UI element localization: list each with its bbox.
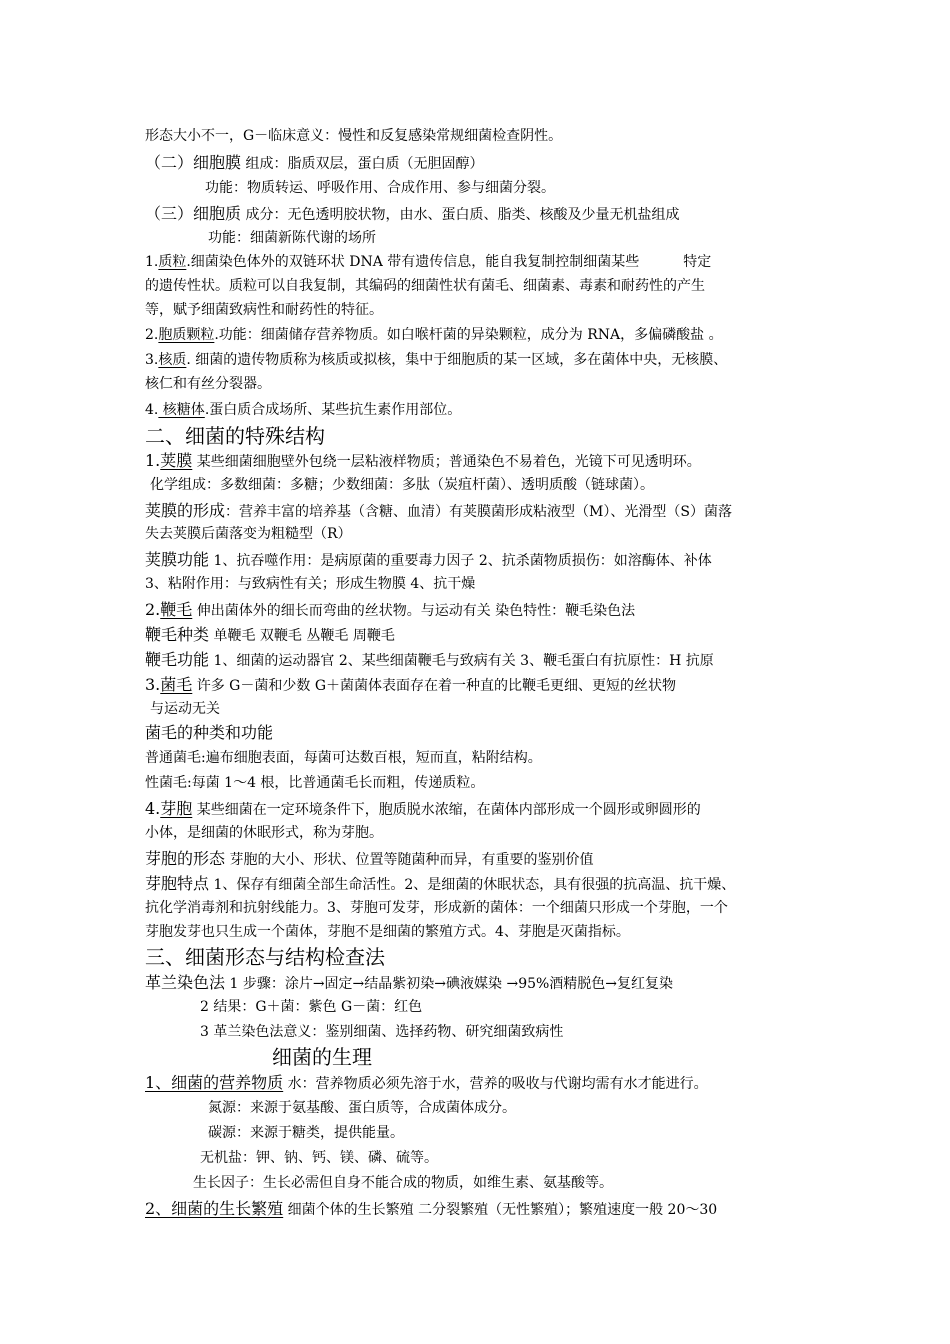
text-line: 3.菌毛 许多 G－菌和少数 G＋菌菌体表面存在着一种直的比鞭毛更细、更短的丝状物 (145, 675, 676, 694)
text-line: 芽胞发芽也只生成一个菌体，芽胞不是细菌的繁殖方式。4、芽胞是灭菌指标。 (145, 924, 630, 940)
subsection-title: （二）细胞膜 (145, 153, 242, 172)
text-line: 芽胞的形态 芽胞的大小、形状、位置等随菌种而异，有重要的鉴别价值 (145, 849, 594, 868)
text-line: 芽胞特点 1、保存有细菌全部生命活性。2、是细菌的休眠状态，具有很强的抗高温、抗干燥、 (145, 874, 736, 893)
text-line: 失去荚膜后菌落变为粗糙型（R） (145, 526, 352, 542)
section-heading: 二、细菌的特殊结构 (145, 424, 325, 448)
text-line: 2.鞭毛 伸出菌体外的细长而弯曲的丝状物。与运动有关 染色特性：鞭毛染色法 (145, 600, 636, 619)
text-line: 荚膜的形成：营养丰富的培养基（含糖、血清）有荚膜菌形成粘液型（M）、光滑型（S）菌落 (145, 501, 732, 520)
term-granules: 胞质颗粒 (158, 327, 215, 343)
section-cytoplasm: （三）细胞质 成分：无色透明胶状物，由水、蛋白质、脂类、核酸及少量无机盐组成 (145, 204, 680, 223)
text-line: 核仁和有丝分裂器。 (145, 376, 271, 392)
text-line: 荚膜功能 1、抗吞噬作用：是病原菌的重要毒力因子 2、抗杀菌物质损伤：如溶酶体、补体 (145, 550, 712, 569)
term-ribosome: 核糖体 (158, 402, 205, 418)
text-line: 等，赋予细菌致病性和耐药性的特征。 (145, 302, 383, 318)
text-line: 功能：细菌新陈代谢的场所 (208, 230, 376, 246)
text-line: 1.质粒.细菌染色体外的双链环状 DNA 带有遗传信息，能自我复制控制细菌某些 特定 (145, 254, 712, 270)
text-line: 3.核质. 细菌的遗传物质称为核质或拟核，集中于细胞质的某一区域，多在菌体中央，无核膜、 (145, 352, 728, 368)
term-flagellum: 鞭毛 (160, 600, 193, 619)
subsection-title: （三）细胞质 (145, 204, 242, 223)
text-line: 的遗传性状。质粒可以自我复制，其编码的细菌性状有菌毛、细菌素、毒素和耐药性的产生 (145, 278, 705, 294)
text-line: 与运动无关 (150, 701, 220, 717)
text-line: 1.荚膜 某些细菌细胞壁外包绕一层粘液样物质；普通染色不易着色，光镜下可见透明环。 (145, 451, 701, 470)
text-line: 鞭毛功能 1、细菌的运动器官 2、某些细菌鞭毛与致病有关 3、鞭毛蛋白有抗原性：H 抗原 (145, 650, 714, 669)
text-line: 3、粘附作用：与致病性有关；形成生物膜 4、抗干燥 (145, 576, 476, 592)
section-heading: 三、细菌形态与结构检查法 (145, 945, 385, 969)
section-cell-membrane: （二）细胞膜 组成：脂质双层，蛋白质（无胆固醇） (145, 153, 484, 172)
text-line: 无机盐：钾、钠、钙、镁、磷、硫等。 (200, 1150, 438, 1166)
text-line: 鞭毛种类 单鞭毛 双鞭毛 丛鞭毛 周鞭毛 (145, 625, 395, 644)
text-line: 化学组成：多数细菌：多糖；少数细菌：多肽（炭疽杆菌）、透明质酸（链球菌）。 (150, 477, 654, 493)
text-line: 形态大小不一，G－临床意义：慢性和反复感染常规细菌检查阴性。 (145, 128, 563, 144)
text-line: 性菌毛:每菌 1～4 根，比普通菌毛长而粗，传递质粒。 (145, 775, 485, 791)
chapter-heading: 细菌的生理 (272, 1045, 372, 1069)
term-capsule: 荚膜 (160, 451, 193, 470)
text-line: 2.胞质颗粒.功能：细菌储存营养物质。如白喉杆菌的异染颗粒，成分为 RNA，多偏磷酸盐 。 (145, 327, 723, 343)
term-nucleoid: 核质 (158, 352, 187, 368)
text-line: 抗化学消毒剂和抗射线能力。3、芽胞可发芽，形成新的菌体：一个细菌只形成一个芽胞，一个 (145, 900, 728, 916)
term-plasmid: 质粒 (158, 254, 187, 270)
text-line: 氮源：来源于氨基酸、蛋白质等，合成菌体成分。 (208, 1100, 516, 1116)
text-line: 革兰染色法 1 步骤：涂片→固定→结晶紫初染→碘液媒染 →95%酒精脱色→复红复染 (145, 973, 674, 992)
text-line: 碳源：来源于糖类，提供能量。 (208, 1125, 404, 1141)
text-line: 4. 核糖体.蛋白质合成场所、某些抗生素作用部位。 (145, 402, 462, 418)
term-growth: 2、细菌的生长繁殖 (145, 1199, 284, 1218)
text-line: 小体，是细菌的休眠形式，称为芽胞。 (145, 825, 383, 841)
text-line: 3 革兰染色法意义：鉴别细菌、选择药物、研究细菌致病性 (200, 1024, 564, 1040)
text-line: 2 结果：G＋菌：紫色 G－菌：红色 (200, 999, 423, 1015)
text-line: 功能：物质转运、呼吸作用、合成作用、参与细菌分裂。 (205, 180, 555, 196)
text-line: 2、细菌的生长繁殖 细菌个体的生长繁殖 二分裂繁殖（无性繁殖）；繁殖速度一般 20～30 (145, 1199, 718, 1218)
text-line: 生长因子：生长必需但自身不能合成的物质，如维生素、氨基酸等。 (193, 1175, 613, 1191)
term-pili: 菌毛 (160, 675, 193, 694)
text-line: 普通菌毛:遍布细胞表面，每菌可达数百根，短而直，粘附结构。 (145, 750, 542, 766)
text-line: 4.芽胞 某些细菌在一定环境条件下，胞质脱水浓缩，在菌体内部形成一个圆形或卵圆形的 (145, 799, 701, 818)
term-spore: 芽胞 (160, 799, 193, 818)
term-nutrients: 1、细菌的营养物质 (145, 1073, 284, 1092)
text-line: 1、细菌的营养物质 水：营养物质必须先溶于水，营养的吸收与代谢均需有水才能进行。 (145, 1073, 708, 1092)
subheading: 菌毛的种类和功能 (145, 723, 274, 742)
